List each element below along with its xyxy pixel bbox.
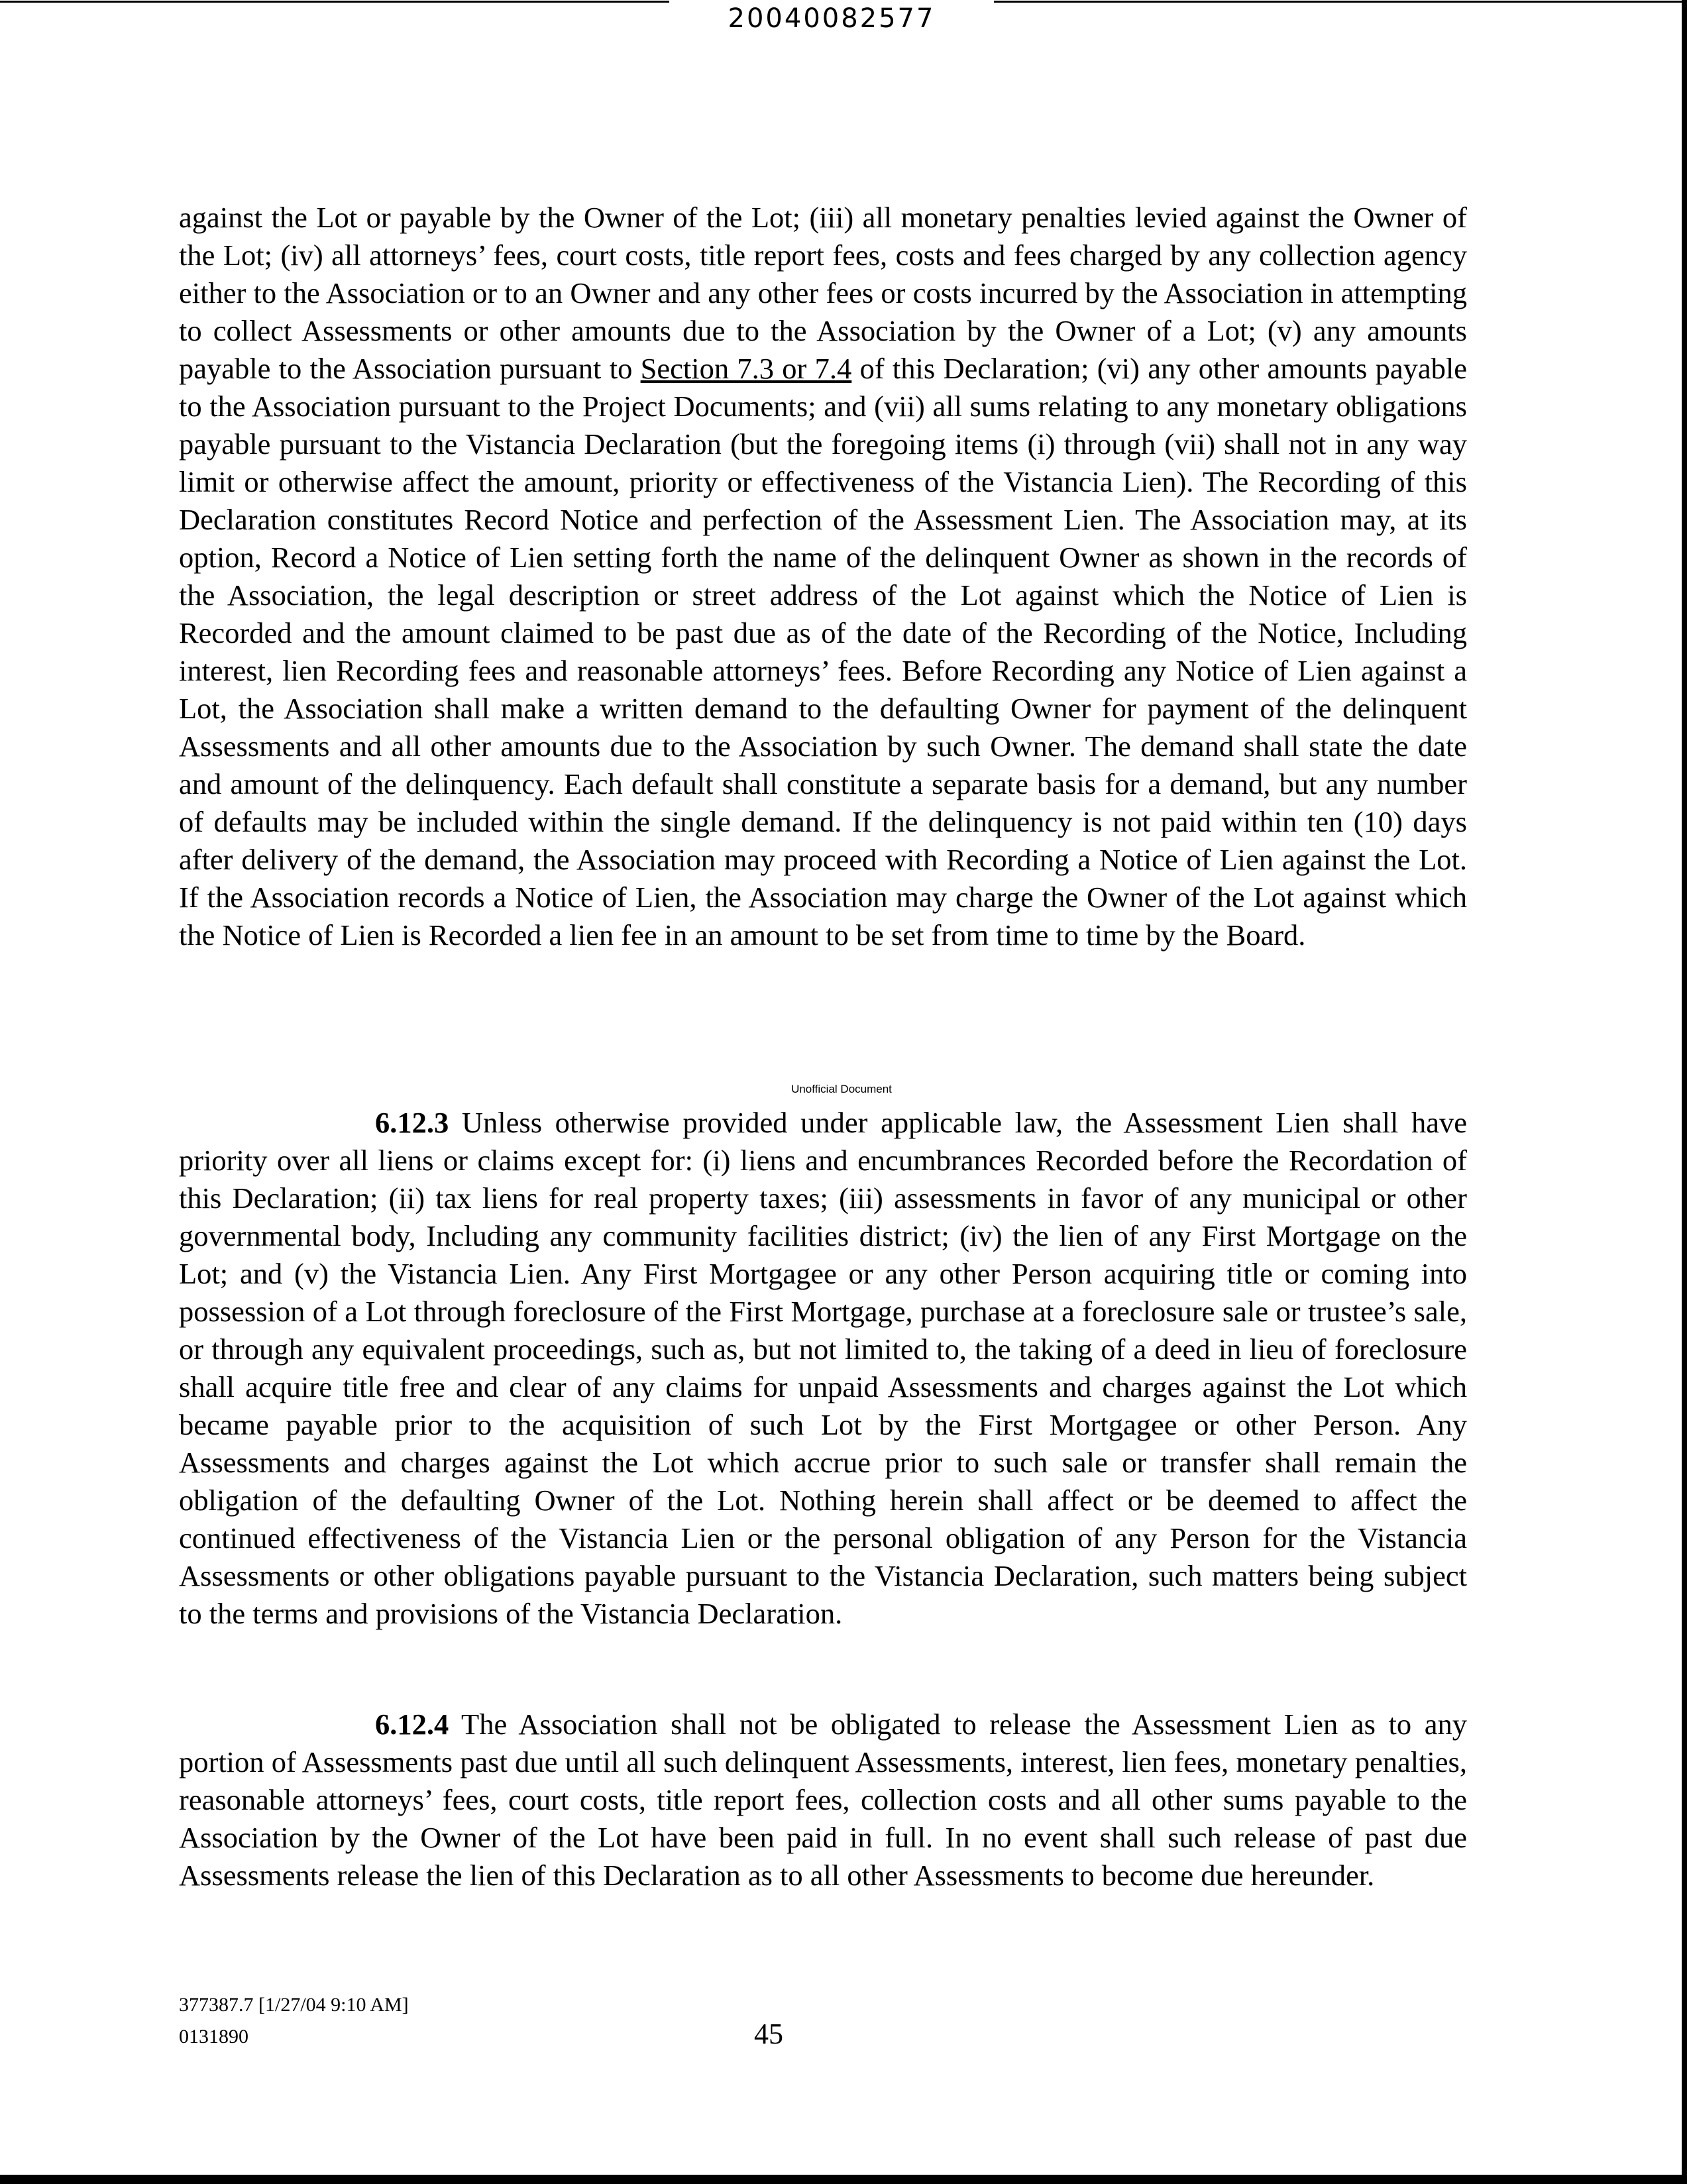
top-border-left (0, 1, 669, 3)
top-border-right (994, 1, 1687, 3)
section-6-12-4-paragraph (179, 1706, 1467, 1894)
recording-number: 20040082577 (728, 3, 936, 34)
page-number: 45 (754, 2018, 783, 2050)
footer-matter-number: 0131890 (179, 2026, 248, 2048)
watermark-label: Unofficial Document (791, 1083, 892, 1095)
bottom-border (0, 2175, 1687, 2184)
section-number: 6.12.3 (375, 1106, 449, 1139)
paragraph-text: against the Lot or payable by the Owner of the Lot; (iii) all monetary penalties levied against the Owner of the Lot; (iv) all attorneys’ fees, court costs, title report fees, costs and fees charged by any collection agency either to the Association or to an Owner and any other fees or costs incurred by the Association in attempting to collect Assessments or other amounts due to the Association by the Owner of a Lot; (v) any amounts payable to the Association pursuant to (179, 201, 1467, 385)
paragraph-text: Unless otherwise provided under applicable law, the Assessment Lien shall have priority over all liens or claims except for: (i) liens and encumbrances Recorded before the Recordation of this Declaration; (ii) tax liens for real property taxes; (iii) assessments in favor of any municipal or other governmental body, Including any community facilities district; (iv) the lien of any First Mortgage on the Lot; and (v) the Vistancia Lien. Any First Mortgagee or any other Person acquiring title or coming into possession of a Lot through foreclosure of the First Mortgage, purchase at a foreclosure sale or trustee’s sale, or through any equivalent proceedings, such as, but not limited to, the taking of a deed in lieu of foreclosure shall acquire title free and clear of any claims for unpaid Assessments and charges against the Lot which became payable prior to the acquisition of such Lot by the First Mortgagee or other Person. Any Assessments and charges against the Lot which accrue prior to such sale or transfer shall remain the obligation of the defaulting Owner of the Lot. Nothing herein shall affect or be deemed to affect the continued effectiveness of the Vistancia Lien or the personal obligation of any Person for the Vistancia Assessments or other obligations payable pursuant to the Vistancia Declaration, such matters being subject to the terms and provisions of the Vistancia Declaration. (179, 1106, 1467, 1630)
paragraph-text: of this Declaration; (vi) any other amounts payable to the Association pursuant to the Project Documents; and (vii) all sums relating to any monetary obligations payable pursuant to the Vistancia Declaration (but the foregoing items (i) through (vii) shall not in any way limit or otherwise affect the amount, priority or effectiveness of the Vistancia Lien). The Recording of this Declaration constitutes Record Notice and perfection of the Assessment Lien. The Association may, at its option, Record a Notice of Lien setting forth the name of the delinquent Owner as shown in the records of the Association, the legal description or street address of the Lot against which the Notice of Lien is Recorded and the amount claimed to be past due as of the date of the Recording of the Notice, Including interest, lien Recording fees and reasonable attorneys’ fees. Before Recording any Notice of Lien against a Lot, the Association shall make a written demand to the defaulting Owner for payment of the delinquent Assessments and all other amounts due to the Association by such Owner. The demand shall state the date and amount of the delinquency. Each default shall constitute a separate basis for a demand, but any number of defaults may be included within the single demand. If the delinquency is not paid within ten (10) days after delivery of the demand, the Association may proceed with Recording a Notice of Lien against the Lot. If the Association records a Notice of Lien, the Association may charge the Owner of the Lot against which the Notice of Lien is Recorded a lien fee in an amount to be set from time to time by the Board. (179, 352, 1467, 952)
footer-document-id: 377387.7 [1/27/04 9:10 AM] (179, 1994, 409, 2016)
paragraph-continuation (179, 199, 1467, 954)
section-reference: Section 7.3 or 7.4 (640, 352, 852, 385)
section-number: 6.12.4 (375, 1708, 449, 1741)
section-6-12-3-paragraph (179, 1104, 1467, 1633)
right-border (1682, 0, 1687, 2184)
paragraph-text: The Association shall not be obligated to release the Assessment Lien as to any portion of Assessments past due until all such delinquent Assessments, interest, lien fees, monetary penalties, reasonable attorneys’ fees, court costs, title report fees, collection costs and all other sums payable to the Association by the Owner of the Lot have been paid in full. In no event shall such release of past due Assessments release the lien of this Declaration as to all other Assessments to become due hereunder. (179, 1708, 1467, 1892)
